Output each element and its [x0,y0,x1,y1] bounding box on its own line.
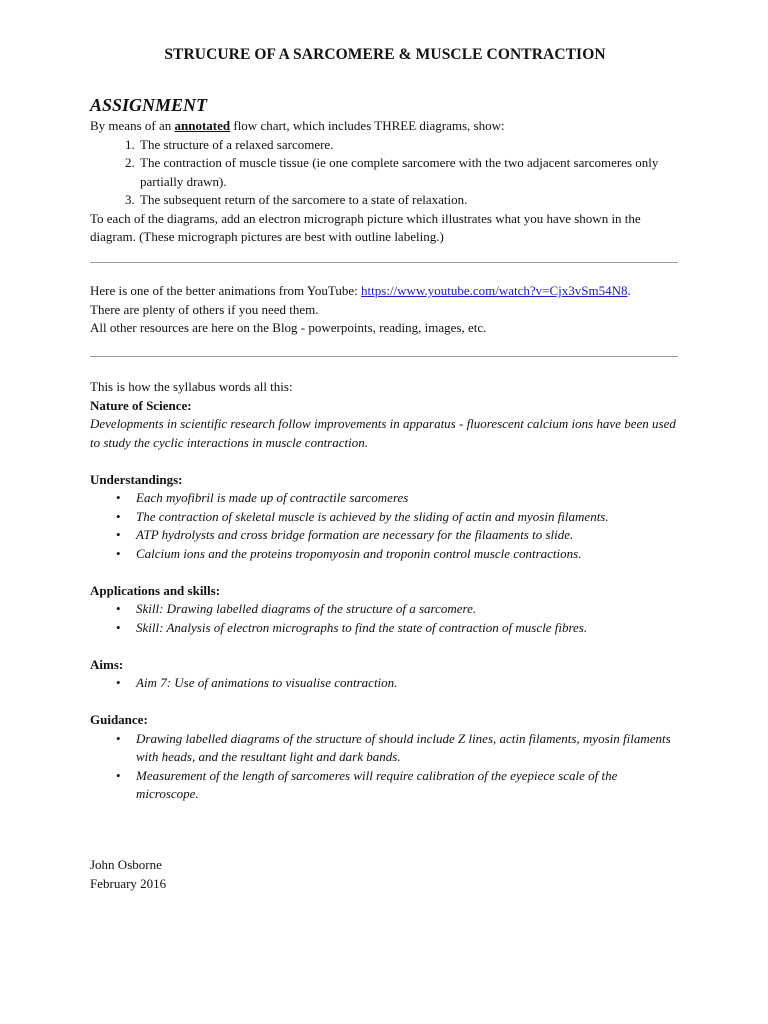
guidance-list [90,730,680,804]
understandings-list [90,489,680,563]
assignment-step: 1. The structure of a relaxed sarcomere. [138,136,680,155]
list-item: • Skill: Analysis of electron micrographs to find the state of contraction of muscle fibres. [136,619,680,638]
animation-line [90,282,680,301]
assignment-heading: ASSIGNMENT [90,95,208,115]
syllabus-section [90,378,680,804]
list-item: • Skill: Drawing labelled diagrams of the structure of a sarcomere. [136,600,680,619]
page-title: STRUCURE OF A SARCOMERE & MUSCLE CONTRACTION [164,46,606,63]
aims-heading: Aims: [90,656,124,672]
others-text: There are plenty of others if you need them. [90,301,319,317]
nature-heading: Nature of Science: [90,397,192,413]
list-item: • Drawing labelled diagrams of the structure of should include Z lines, actin filaments, myosin filaments with heads, and the resultant light and dark bands. [136,730,680,767]
author-name: John Osborne [90,857,162,872]
blog-text: All other resources are here on the Blog - powerpoints, reading, images, etc. [90,320,487,335]
syllabus-intro: This is how the syllabus words all this: [90,379,293,394]
link-punctuation: . [627,283,631,298]
assignment-step: 2. The contraction of muscle tissue (ie one complete sarcomere with the two adjacent sarcomeres only partially drawn). [138,154,680,191]
divider [90,262,678,263]
assignment-step: 3. The subsequent return of the sarcomere to a state of relaxation. [138,191,680,210]
applications-list [90,600,680,637]
document-date: February 2016 [90,875,167,891]
applications-heading: Applications and skills: [90,582,221,598]
list-item: • Each myofibril is made up of contractile sarcomeres [136,489,680,508]
youtube-link[interactable]: https://www.youtube.com/watch?v=Cjx3vSm54N8 [361,283,628,298]
signature-block [90,856,680,893]
intro-emphasis: annotated [174,118,231,133]
assignment-section [90,117,680,247]
aims-list [90,674,680,693]
assignment-steps [90,136,680,210]
nature-text: Developments in scientific research follow improvements in apparatus - fluorescent calcium ions have been used to study the cyclic interactions in muscle contraction. [90,416,676,450]
understandings-heading: Understandings: [90,471,183,487]
guidance-heading: Guidance: [90,712,148,727]
animation-text: Here is one of the better animations from YouTube: [90,283,362,298]
list-item: • Calcium ions and the proteins tropomyosin and troponin control muscle contractions. [136,545,680,564]
intro-text-after: flow chart, which includes THREE diagrams, show: [230,118,505,133]
assignment-intro [90,117,680,136]
list-item: • Aim 7: Use of animations to visualise contraction. [136,674,680,693]
list-item: • ATP hydrolysts and cross bridge formation are necessary for the filaaments to slide. [136,526,680,545]
list-item: • Measurement of the length of sarcomeres will require calibration of the eyepiece scale of the microscope. [136,767,680,804]
assignment-closing: To each of the diagrams, add an electron micrograph picture which illustrates what you have shown in the diagram. (These micrograph pictures are best with outline labeling.) [90,210,641,244]
list-item: • The contraction of skeletal muscle is achieved by the sliding of actin and myosin filaments. [136,508,680,527]
divider [90,356,678,357]
resources-section [90,282,680,338]
intro-text-before: By means of an [90,118,175,133]
